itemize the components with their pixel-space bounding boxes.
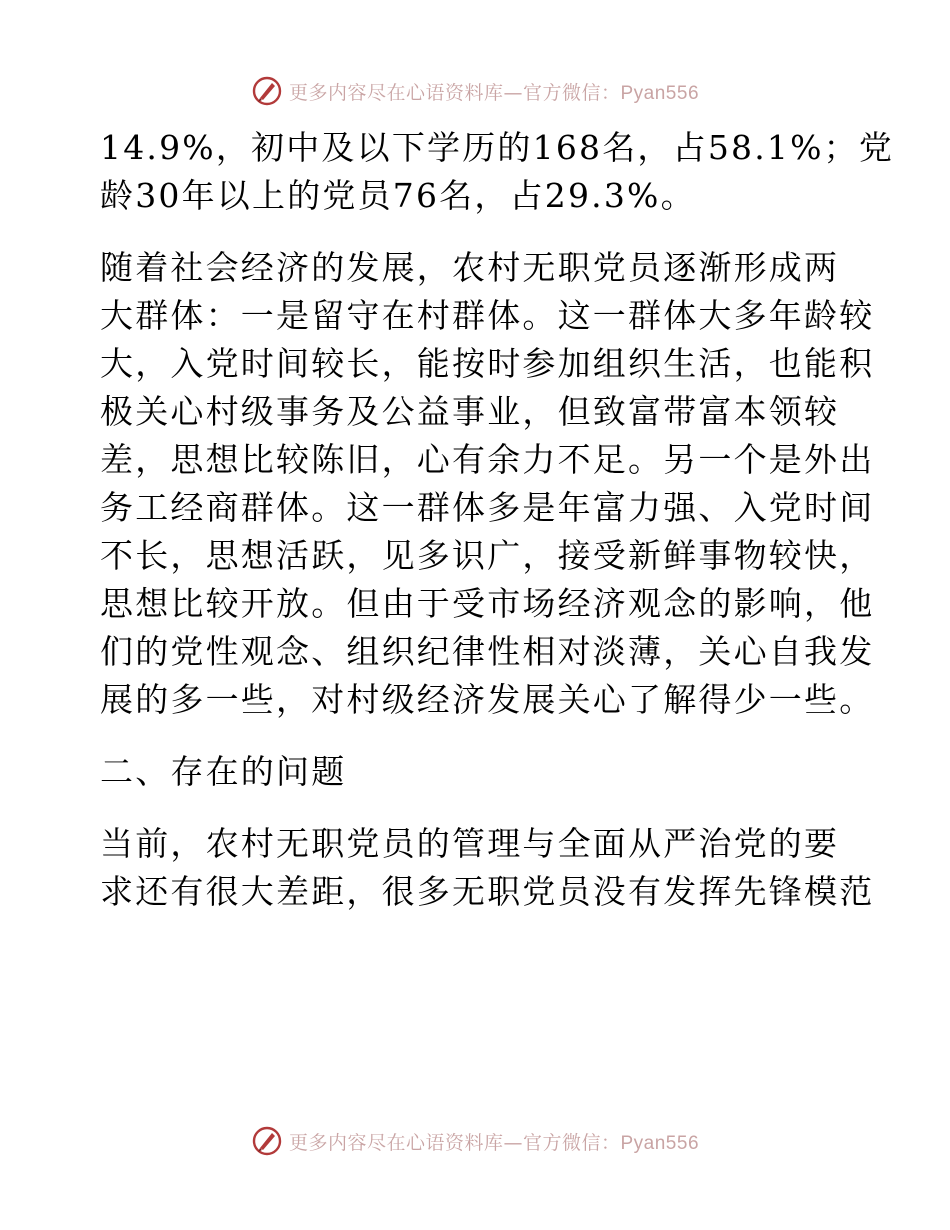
- text-line: 展的多一些，对村级经济发展关心了解得少一些。: [100, 680, 875, 719]
- pen-logo-icon: [251, 75, 283, 107]
- section-heading: 二、存在的问题: [100, 752, 347, 791]
- watermark-text: [289, 1128, 699, 1155]
- pen-logo-icon: [251, 1125, 283, 1157]
- watermark-main: 更多内容尽在心语资料库: [288, 1131, 504, 1154]
- watermark-wechat-id: Pyan556: [620, 1132, 700, 1154]
- text-line: 当前，农村无职党员的管理与全面从严治党的要: [100, 824, 840, 863]
- document-body: [100, 124, 895, 916]
- text-line: 务工经商群体。这一群体多是年富力强、入党时间: [100, 488, 875, 527]
- text-line: 随着社会经济的发展，农村无职党员逐渐形成两: [100, 248, 840, 287]
- text-line: 极关心村级事务及公益事业，但致富带富本领较: [100, 392, 840, 431]
- text-line: 大，入党时间较长，能按时参加组织生活，也能积: [100, 344, 875, 383]
- text-line: 求还有很大差距，很多无职党员没有发挥先锋模范: [100, 872, 875, 911]
- watermark-sep: —: [503, 81, 523, 104]
- text-line: 们的党性观念、组织纪律性相对淡薄，关心自我发: [100, 632, 875, 671]
- header-watermark: [0, 71, 950, 111]
- text-line: 龄30年以上的党员76名，占29.3%。: [100, 176, 696, 215]
- text-line: 大群体：一是留守在村群体。这一群体大多年龄较: [100, 296, 875, 335]
- watermark-wechat-label: 官方微信：: [522, 1131, 621, 1154]
- watermark-text: [289, 78, 699, 105]
- text-line: 不长，思想活跃，见多识广，接受新鲜事物较快，: [100, 536, 875, 575]
- watermark-main: 更多内容尽在心语资料库: [288, 81, 504, 104]
- watermark-wechat-id: Pyan556: [620, 82, 700, 104]
- watermark-sep: —: [503, 1131, 523, 1154]
- watermark-wechat-label: 官方微信：: [522, 81, 621, 104]
- text-line: 14.9%，初中及以下学历的168名，占58.1%；党: [100, 128, 895, 167]
- footer-watermark: [0, 1121, 950, 1161]
- text-line: 思想比较开放。但由于受市场经济观念的影响，他: [100, 584, 875, 623]
- text-line: 差，思想比较陈旧，心有余力不足。另一个是外出: [100, 440, 875, 479]
